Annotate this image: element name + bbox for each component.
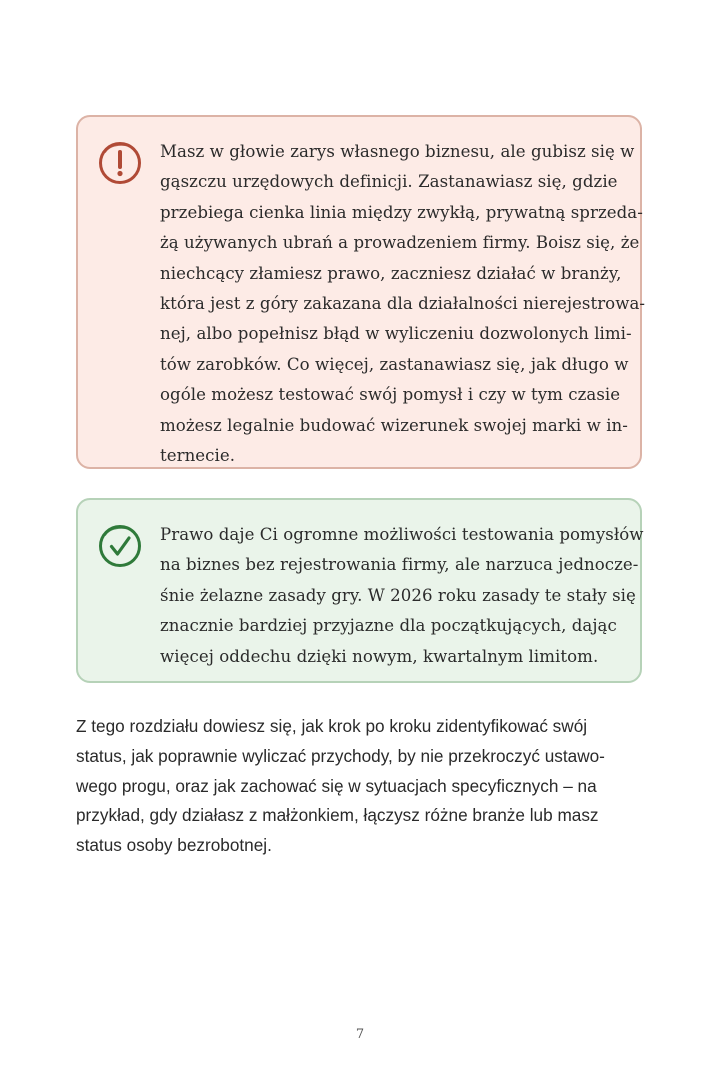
warning-line: która jest z góry zakazana dla działalności nierejestrowa- bbox=[160, 294, 646, 314]
checkmark-icon bbox=[96, 522, 144, 570]
success-line: znacznie bardziej przyjazne dla początkujących, dając bbox=[160, 616, 617, 636]
warning-line: Masz w głowie zarys własnego biznesu, ale gubisz się w bbox=[160, 142, 635, 161]
warning-line: ogóle możesz testować swój pomysł i czy w tym czasie bbox=[160, 385, 621, 405]
body-line: przykład, gdy działasz z małżonkiem, łączysz różne branże lub masz bbox=[76, 805, 599, 826]
warning-line: żą używanych ubrań a prowadzeniem firmy. Boisz się, że bbox=[160, 233, 640, 253]
success-line: śnie żelazne zasady gry. W 2026 roku zasady te stały się bbox=[160, 585, 636, 605]
page-number: 7 bbox=[355, 1027, 365, 1042]
warning-line: ternecie. bbox=[160, 446, 236, 466]
success-line: na biznes bez rejestrowania firmy, ale narzuca jednocze- bbox=[160, 555, 639, 575]
body-line: Z tego rozdziału dowiesz się, jak krok po kroku zidentyfikować swój bbox=[76, 716, 588, 736]
success-callout bbox=[76, 498, 642, 683]
exclamation-icon bbox=[96, 139, 144, 187]
warning-text bbox=[160, 137, 646, 471]
warning-line: możesz legalnie budować wizerunek swojej marki w in- bbox=[160, 415, 628, 435]
warning-callout bbox=[76, 115, 646, 469]
warning-line: tów zarobków. Co więcej, zastanawiasz się, jak długo w bbox=[160, 354, 629, 374]
body-line: status, jak poprawnie wyliczać przychody, by nie przekroczyć ustawo- bbox=[76, 745, 605, 766]
success-line: więcej oddechu dzięki nowym, kwartalnym limitom. bbox=[160, 646, 599, 666]
success-text bbox=[160, 520, 644, 672]
warning-line: gąszczu urzędowych definicji. Zastanawiasz się, gdzie bbox=[160, 172, 618, 192]
body-line: wego progu, oraz jak zachować się w sytuacjach specyficznych – na bbox=[76, 775, 597, 796]
success-line: Prawo daje Ci ogromne możliwości testowania pomysłów bbox=[160, 525, 644, 544]
body-paragraph bbox=[76, 712, 646, 861]
body-line: status osoby bezrobotnej. bbox=[76, 835, 272, 856]
warning-line: nej, albo popełnisz błąd w wyliczeniu dozwolonych limi- bbox=[160, 324, 632, 344]
warning-line: niechcący złamiesz prawo, zaczniesz działać w branży, bbox=[160, 263, 622, 283]
warning-line: przebiega cienka linia między zwykłą, prywatną sprzeda- bbox=[160, 202, 643, 222]
